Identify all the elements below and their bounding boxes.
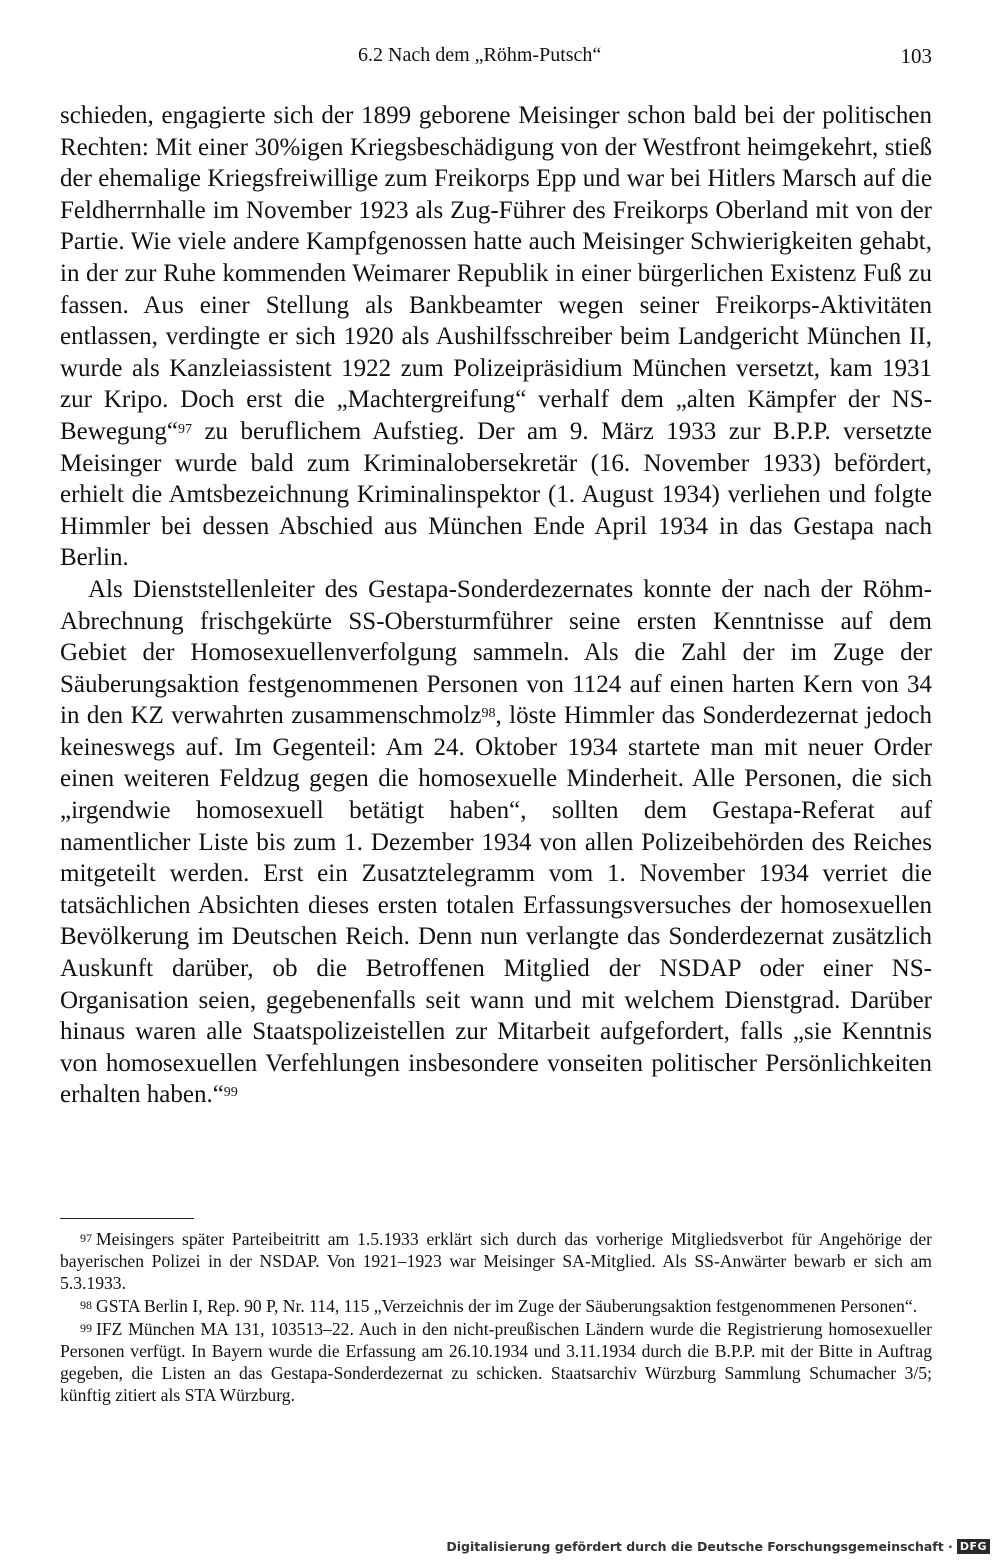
footnote-number: 97 [80, 1231, 92, 1245]
footnote-number: 98 [80, 1298, 92, 1312]
footnote-reference: 99 [223, 1085, 238, 1101]
page-number: 103 [900, 44, 932, 68]
footnote-number: 99 [80, 1321, 92, 1335]
footnote-divider [60, 1218, 194, 1219]
dfg-logo-icon: DFG [957, 1539, 990, 1554]
digitization-credit [446, 1535, 990, 1557]
paragraph [60, 100, 932, 574]
paragraph-text: zu beruflichem Aufstieg. Der am 9. März 1933 zur B.P.P. versetzte Meisinger wurde bald zum Kriminalobersekretär (16. November 1933) befördert, erhielt die Amtsbezeichnung Kriminalinspektor (1. August 1934) verliehen und folgte Himmler bei dessen Abschied aus München Ende April 1934 in das Gestapa nach Berlin. [60, 417, 932, 572]
footnote-reference: 97 [178, 421, 193, 437]
footnote [60, 1228, 932, 1294]
running-title: 6.2 Nach dem „Röhm-Putsch“ [358, 44, 602, 66]
footnote-text: IFZ München MA 131, 103513–22. Auch in den nicht-preußischen Ländern wurde die Registrierung homosexueller Personen verfügt. In Bayern wurde die Erfassung am 26.10.1934 und 3.11.1934 durch die B.P.P. mit der Bitte in Auftrag gegeben, die Listen an das Gestapa-Sonderdezernat zu schicken. Staatsarchiv Würzburg Sammlung Schumacher 3/5; künftig zitiert als STA Würzburg. [60, 1319, 932, 1405]
paragraph [60, 574, 932, 1111]
footnote-text: Meisingers später Parteibeitritt am 1.5.1933 erklärt sich durch das vorherige Mitgliedsverbot für Angehörige der bayerischen Polizei in der NSDAP. Von 1921–1923 war Meisinger SA-Mitglied. Als SS-Anwärter bewarb er sich am 5.3.1933. [60, 1229, 932, 1293]
footnote-text: GSTA Berlin I, Rep. 90 P, Nr. 114, 115 „Verzeichnis der im Zuge der Säuberungsaktion festgenommenen Personen“. [96, 1296, 918, 1316]
body-text [60, 100, 932, 1111]
footnote [60, 1318, 932, 1406]
paragraph-text: schieden, engagierte sich der 1899 geborene Meisinger schon bald bei der politischen Rechten: Mit einer 30%igen Kriegsbeschädigung von der Westfront heimgekehrt, stieß der ehemalige Kriegsfreiwillige zum Freikorps Epp und war bei Hitlers Marsch auf die Feldherrnhalle im November 1923 als Zug-Führer des Freikorps Oberland mit von der Partie. Wie viele andere Kampfgenossen hatte auch Meisinger Schwierigkeiten gehabt, in der zur Ruhe kommenden Weimarer Republik in einer bürgerlichen Existenz Fuß zu fassen. Aus einer Stellung als Bankbeamter wegen seiner Freikorps-Aktivitäten entlassen, verdingte er sich 1920 als Aushilfsschreiber beim Landgericht München II, wurde als Kanzleiassistent 1922 zum Polizeipräsidium München versetzt, kam 1931 zur Kripo. Doch erst die „Machtergreifung“ verhalf dem „alten Kämpfer der NS-Bewegung“ [60, 102, 932, 445]
footnotes [60, 1228, 932, 1407]
footnote-reference: 98 [481, 706, 496, 722]
paragraph-text: Als Dienststellenleiter des Gestapa-Sonderdezernates konnte der nach der Röhm-Abrechnung frischgekürte SS-Obersturmführer seine ersten Kenntnisse auf dem Gebiet der Homosexuellenverfolgung sammeln. Als die Zahl der im Zuge der Säuberungsaktion festgenommenen Personen von 1124 auf einen harten Kern von 34 in den KZ verwahrten zusammenschmolz [60, 575, 932, 730]
page-header [60, 44, 932, 74]
credit-text: Digitalisierung gefördert durch die Deutsche Forschungsgemeinschaft · [446, 1538, 953, 1554]
paragraph-text: , löste Himmler das Sonderdezernat jedoch keineswegs auf. Im Gegenteil: Am 24. Oktober 1934 startete man mit neuer Order einen weiteren Feldzug gegen die homosexuelle Minderheit. Alle Personen, die sich „irgendwie homosexuell betätigt haben“, sollten dem Gestapa-Referat auf namentlicher Liste bis zum 1. Dezember 1934 von allen Polizeibehörden des Reiches mitgeteilt werden. Erst ein Zusatztelegramm vom 1. November 1934 verriet die tatsächlichen Absichten dieses ersten totalen Erfassungsversuches der homosexuellen Bevölkerung im Deutschen Reich. Denn nun verlangte das Sonderdezernat zusätzlich Auskunft darüber, ob die Betroffenen Mitglied der NSDAP oder einer NS-Organisation seien, gegebenenfalls seit wann und mit welchem Dienstgrad. Darüber hinaus waren alle Staatspolizeistellen zur Mitarbeit aufgefordert, falls „sie Kenntnis von homosexuellen Verfehlungen insbesondere vonseiten politischer Persönlichkeiten erhalten haben.“ [60, 702, 933, 1109]
footnote [60, 1295, 932, 1317]
